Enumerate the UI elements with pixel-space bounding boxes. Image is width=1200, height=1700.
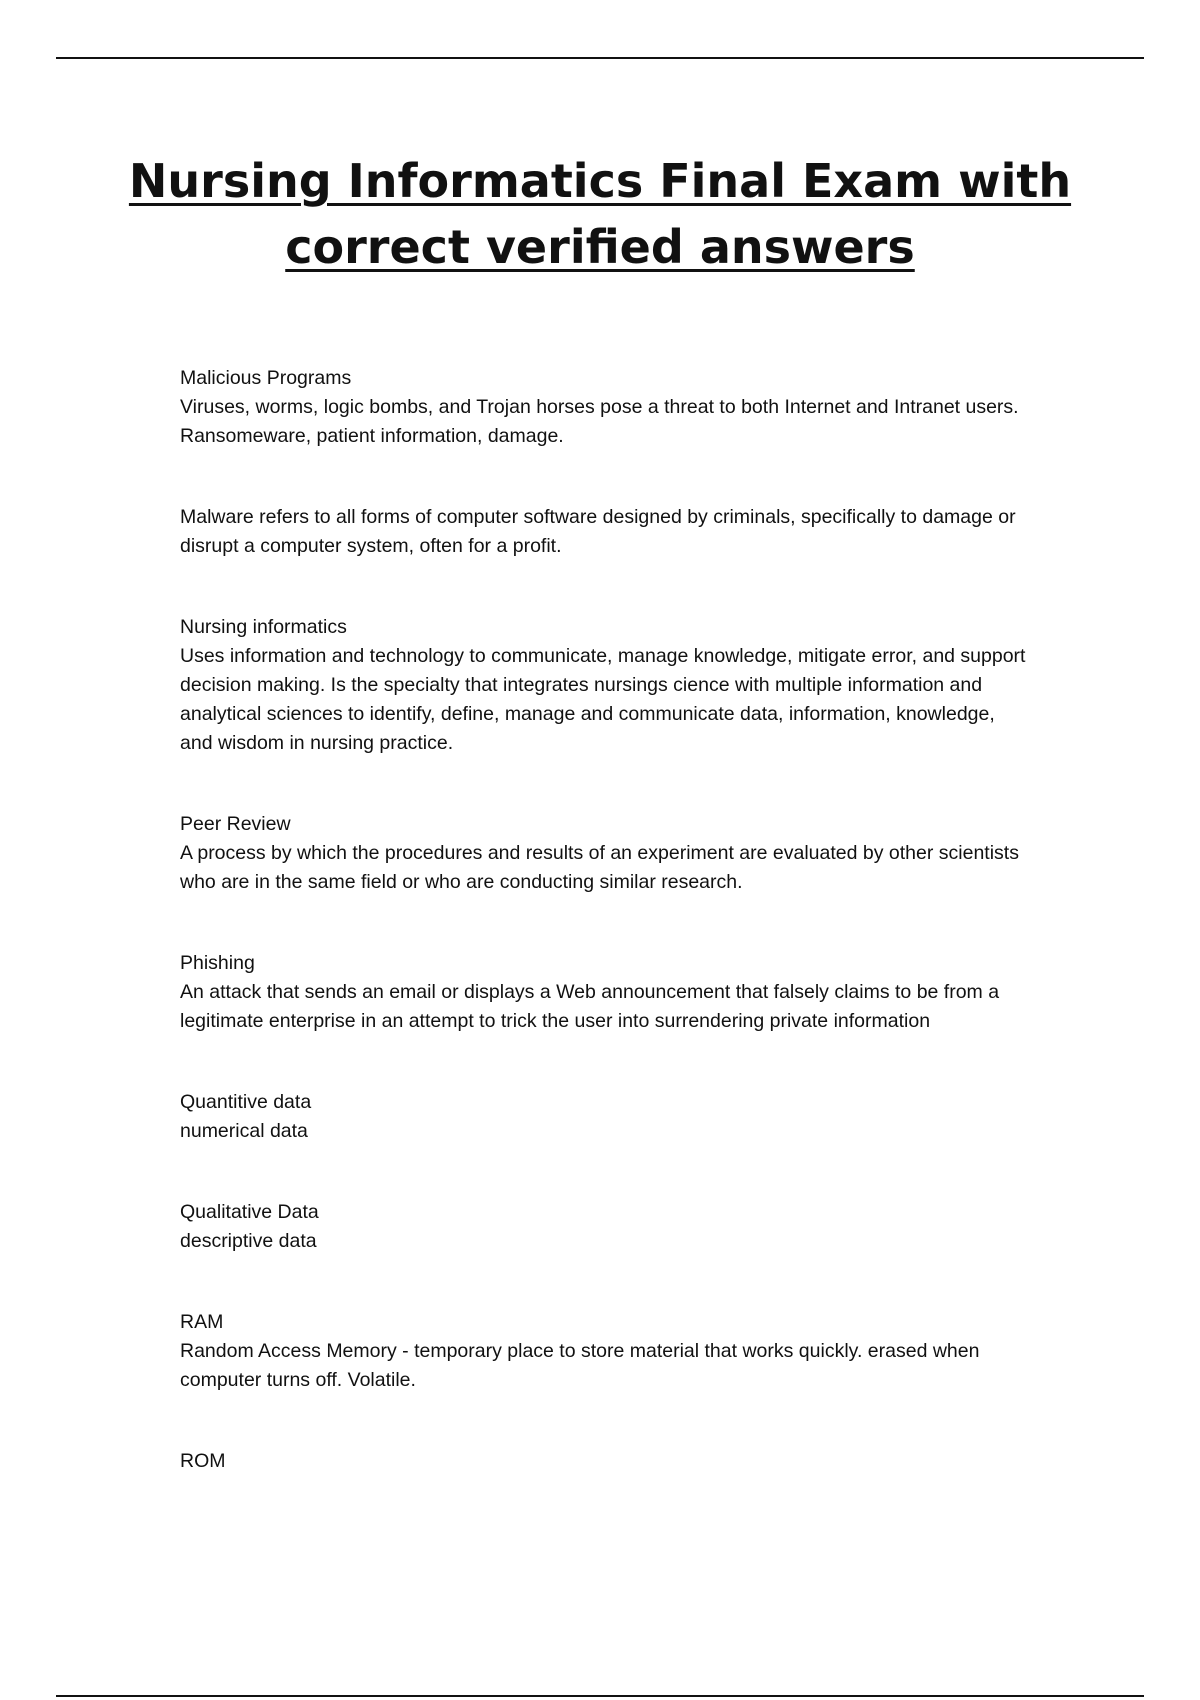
entry-definition: numerical data	[180, 1120, 308, 1142]
entry-definition: Malware refers to all forms of computer software designed by criminals, specifically to damage or disrupt a computer system, often for a profit.	[180, 506, 1016, 557]
entry-definition: Viruses, worms, logic bombs, and Trojan horses pose a threat to both Internet and Intranet users. Ransomeware, patient information, damage.	[180, 396, 1019, 447]
entry-ram	[180, 1308, 1030, 1395]
entry-term: Qualitative Data	[180, 1201, 319, 1223]
entry-definition: An attack that sends an email or displays a Web announcement that falsely claims to be from a legitimate enterprise in an attempt to trick the user into surrendering private information	[180, 981, 1000, 1032]
entry-malware	[180, 503, 1030, 561]
entry-quantitive-data	[180, 1088, 1030, 1146]
entry-rom	[180, 1447, 1030, 1476]
entry-term: Malicious Programs	[180, 367, 352, 389]
entry-phishing	[180, 949, 1030, 1036]
entry-qualitative-data	[180, 1198, 1030, 1256]
bottom-rule	[56, 1695, 1144, 1697]
document-title	[0, 148, 1200, 280]
flashcard-list	[180, 364, 1030, 1476]
entry-term: ROM	[180, 1450, 226, 1472]
entry-term: Nursing informatics	[180, 616, 347, 638]
title-line-1: Nursing Informatics Final Exam with	[128, 154, 1072, 208]
entry-peer-review	[180, 810, 1030, 897]
entry-definition: Random Access Memory - temporary place to store material that works quickly. erased when computer turns off. Volatile.	[180, 1340, 980, 1391]
entry-term: RAM	[180, 1311, 224, 1333]
entry-malicious-programs	[180, 364, 1030, 451]
entry-definition: descriptive data	[180, 1230, 317, 1252]
entry-term: Phishing	[180, 952, 255, 974]
entry-definition: Uses information and technology to communicate, manage knowledge, mitigate error, and support decision making. Is the specialty that integrates nursings cience with multiple information and analytical sciences to identify, define, manage and communicate data, information, knowledge, and wisdom in nursing practice.	[180, 645, 1026, 754]
entry-term: Peer Review	[180, 813, 291, 835]
entry-term: Quantitive data	[180, 1091, 312, 1113]
top-rule	[56, 57, 1144, 59]
title-line-2: correct verified answers	[285, 220, 915, 274]
entry-definition: A process by which the procedures and results of an experiment are evaluated by other scientists who are in the same field or who are conducting similar research.	[180, 842, 1019, 893]
entry-nursing-informatics	[180, 613, 1030, 758]
